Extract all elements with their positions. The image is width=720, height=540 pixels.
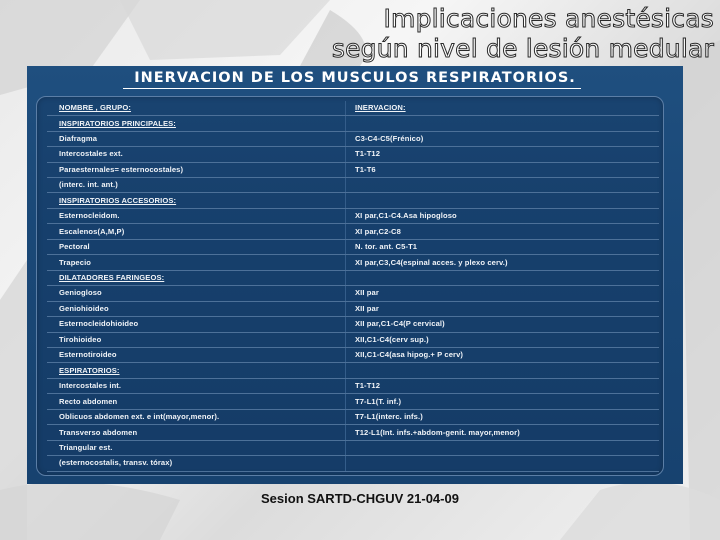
muscle-name: Diafragma [59, 133, 98, 143]
table-row [47, 147, 659, 162]
table-row [47, 302, 659, 317]
slide-title-line1: Implicaciones anestésicas [383, 4, 714, 33]
muscle-name: Oblicuos abdomen ext. e int(mayor,menor). [59, 412, 220, 422]
section-label: DILATADORES FARINGEOS: [59, 273, 165, 282]
header-col-innervation: INERVACION: [355, 103, 406, 112]
table-row [47, 317, 659, 332]
table-row [47, 209, 659, 224]
table-row [47, 178, 659, 193]
table-row [47, 132, 659, 147]
muscle-name: Esternocleidohioideo [59, 319, 139, 329]
muscle-name: Trapecio [59, 257, 92, 267]
table-row [47, 333, 659, 348]
muscle-name: Recto abdomen [59, 396, 118, 406]
innervation-value: T7-L1(interc. infs.) [355, 412, 423, 422]
innervation-value: XII par,C1-C4(P cervical) [355, 319, 445, 329]
innervation-value: XI par,C2-C8 [355, 226, 401, 236]
slide-title-line2: según nivel de lesión medular [331, 34, 714, 63]
muscle-name: Escalenos(A,M,P) [59, 226, 125, 236]
innervation-value: XII par [355, 288, 379, 298]
content-panel [27, 66, 683, 484]
muscle-name: Pectoral [59, 242, 90, 252]
table-row [47, 163, 659, 178]
table-header-row [47, 101, 659, 116]
table-row [47, 441, 659, 456]
innervation-value: T12-L1(Int. infs.+abdom-genit. mayor,menor) [355, 427, 520, 437]
header-col-name: NOMBRE , GRUPO: [59, 103, 131, 112]
section-row [47, 194, 659, 209]
section-row [47, 117, 659, 132]
section-label: ESPIRATORIOS: [59, 365, 120, 375]
innervation-value: T7-L1(T. inf.) [355, 396, 402, 406]
muscle-name: (esternocostalis, transv. tórax) [59, 458, 173, 468]
slide-title [332, 4, 714, 64]
innervation-table [36, 96, 664, 476]
muscle-name: Geniohioideo [59, 303, 109, 313]
innervation-value: T1-T12 [355, 381, 381, 391]
panel-title-underline [123, 88, 581, 89]
table-row [47, 426, 659, 441]
table-row [47, 348, 659, 363]
section-label: INSPIRATORIOS ACCESORIOS: [59, 195, 177, 205]
table-row [47, 286, 659, 301]
muscle-name: Esternotiroideo [59, 350, 117, 360]
innervation-value: N. tor. ant. C5-T1 [355, 242, 418, 252]
muscle-name: Transverso abdomen [59, 427, 138, 437]
innervation-value: XII,C1-C4(asa hipog.+ P cerv) [355, 350, 464, 360]
innervation-value: XII par [355, 303, 379, 313]
section-label: INSPIRATORIOS PRINCIPALES: [59, 118, 176, 128]
table-row [47, 240, 659, 255]
muscle-name: Intercostales int. [59, 381, 122, 391]
muscle-name: Geniogloso [59, 288, 102, 298]
section-row [47, 271, 659, 286]
muscle-name: Tirohioideo [59, 334, 102, 344]
innervation-value: XI par,C1-C4.Asa hipogloso [355, 211, 457, 221]
table-row [47, 379, 659, 394]
table-row [47, 395, 659, 410]
table-row [47, 225, 659, 240]
footer-session-label: Sesion SARTD-CHGUV 21-04-09 [261, 491, 459, 506]
muscle-name: Intercostales ext. [59, 149, 123, 159]
table-row [47, 256, 659, 271]
innervation-value: C3-C4-C5(Frénico) [355, 133, 424, 143]
muscle-name: Esternocleidom. [59, 211, 120, 221]
muscle-name: (interc. int. ant.) [59, 180, 118, 190]
innervation-value: XI par,C3,C4(espinal acces. y plexo cerv.) [355, 257, 508, 267]
innervation-value: XII,C1-C4(cerv sup.) [355, 334, 429, 344]
panel-title: INERVACION DE LOS MUSCULOS RESPIRATORIOS. [134, 70, 576, 86]
table-row [47, 456, 659, 471]
table-row [47, 410, 659, 425]
muscle-name: Triangular est. [59, 442, 113, 452]
innervation-value: T1-T6 [355, 164, 376, 174]
muscle-name: Paraesternales= esternocostales) [59, 164, 184, 174]
section-row [47, 364, 659, 379]
innervation-value: T1-T12 [355, 149, 381, 159]
